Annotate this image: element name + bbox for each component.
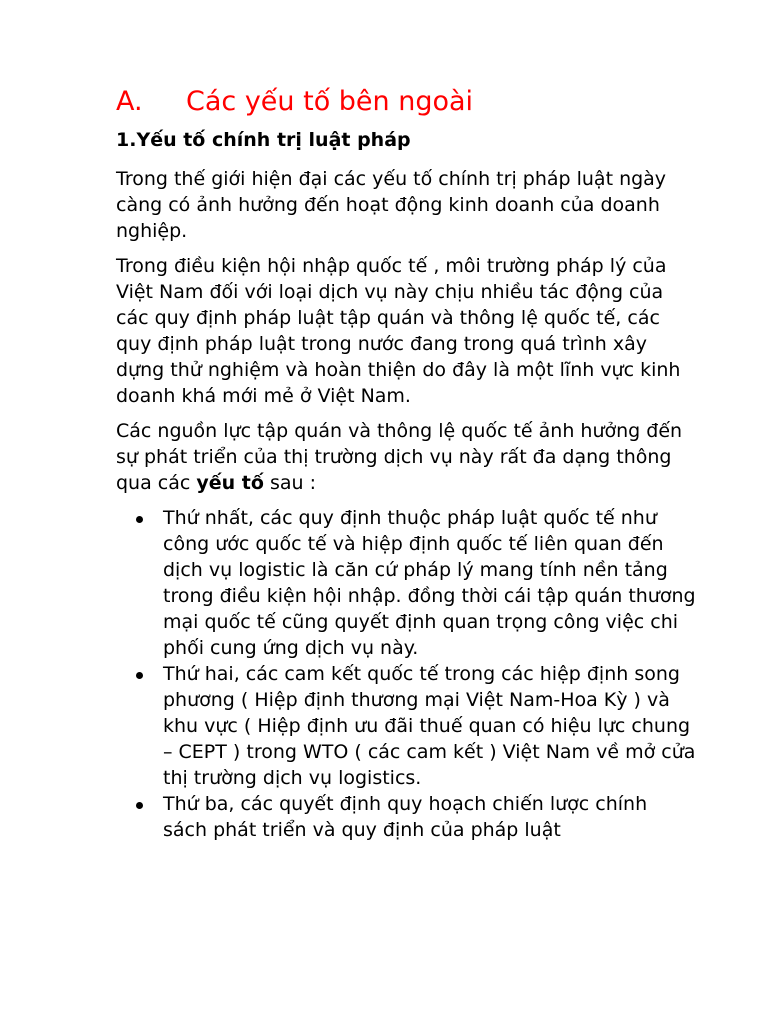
list-item [116,661,696,791]
document-page [116,84,696,843]
list-item-text: Thứ nhất, các quy định thuộc pháp luật quốc tế như công ước quốc tế và hiệp định quốc tế liên quan đến dịch vụ logistic là căn cứ pháp lý mang tính nền tảng trong điều kiện hội nhập. đồng thời cái tập quán thương mại quốc tế cũng quyết định quan trọng công việc chi phối cung ứng dịch vụ này. [163,507,696,659]
intro-text-end: sau : [263,472,317,494]
bullet-icon [136,672,143,679]
bullet-icon [136,802,143,809]
paragraph-intro [116,418,696,496]
bullet-list [116,505,696,843]
section-heading-a [116,84,696,120]
intro-bold-text: yếu tố [196,472,264,494]
paragraph-2: Trong điều kiện hội nhập quốc tế , môi trường pháp lý của Việt Nam đối với loại dịch vụ này chịu nhiều tác động của các quy định pháp luật tập quán và thông lệ quốc tế, các quy định pháp luật trong nước đang trong quá trình xây dựng thử nghiệm và hoàn thiện do đây là một lĩnh vực kinh doanh khá mới mẻ ở Việt Nam. [116,255,681,407]
intro-text: Các nguồn lực tập quán và thông lệ quốc tế ảnh hưởng đến sự phát triển của thị trường dịch vụ này rất đa dạng thông qua các [116,420,683,494]
list-item-text: Thứ hai, các cam kết quốc tế trong các hiệp định song phương ( Hiệp định thương mại Việt Nam-Hoa Kỳ ) và khu vực ( Hiệp định ưu đãi thuế quan có hiệu lực chung – CEPT ) trong WTO ( các cam kết ) Việt Nam về mở cửa thị trường dịch vụ logistics. [163,663,696,789]
list-item-text: Thứ ba, các quyết định quy hoạch chiến lược chính sách phát triển và quy định của pháp luật [163,793,648,841]
list-item [116,791,696,843]
paragraph-1: Trong thế giới hiện đại các yếu tố chính trị pháp luật ngày càng có ảnh hưởng đến hoạt động kinh doanh của doanh nghiệp. [116,168,667,242]
list-item [116,505,696,661]
section-marker: A. [116,86,143,117]
section-title: Các yếu tố bên ngoài [186,86,474,117]
subsection-heading: 1.Yếu tố chính trị luật pháp [116,129,411,151]
bullet-icon [136,516,143,523]
